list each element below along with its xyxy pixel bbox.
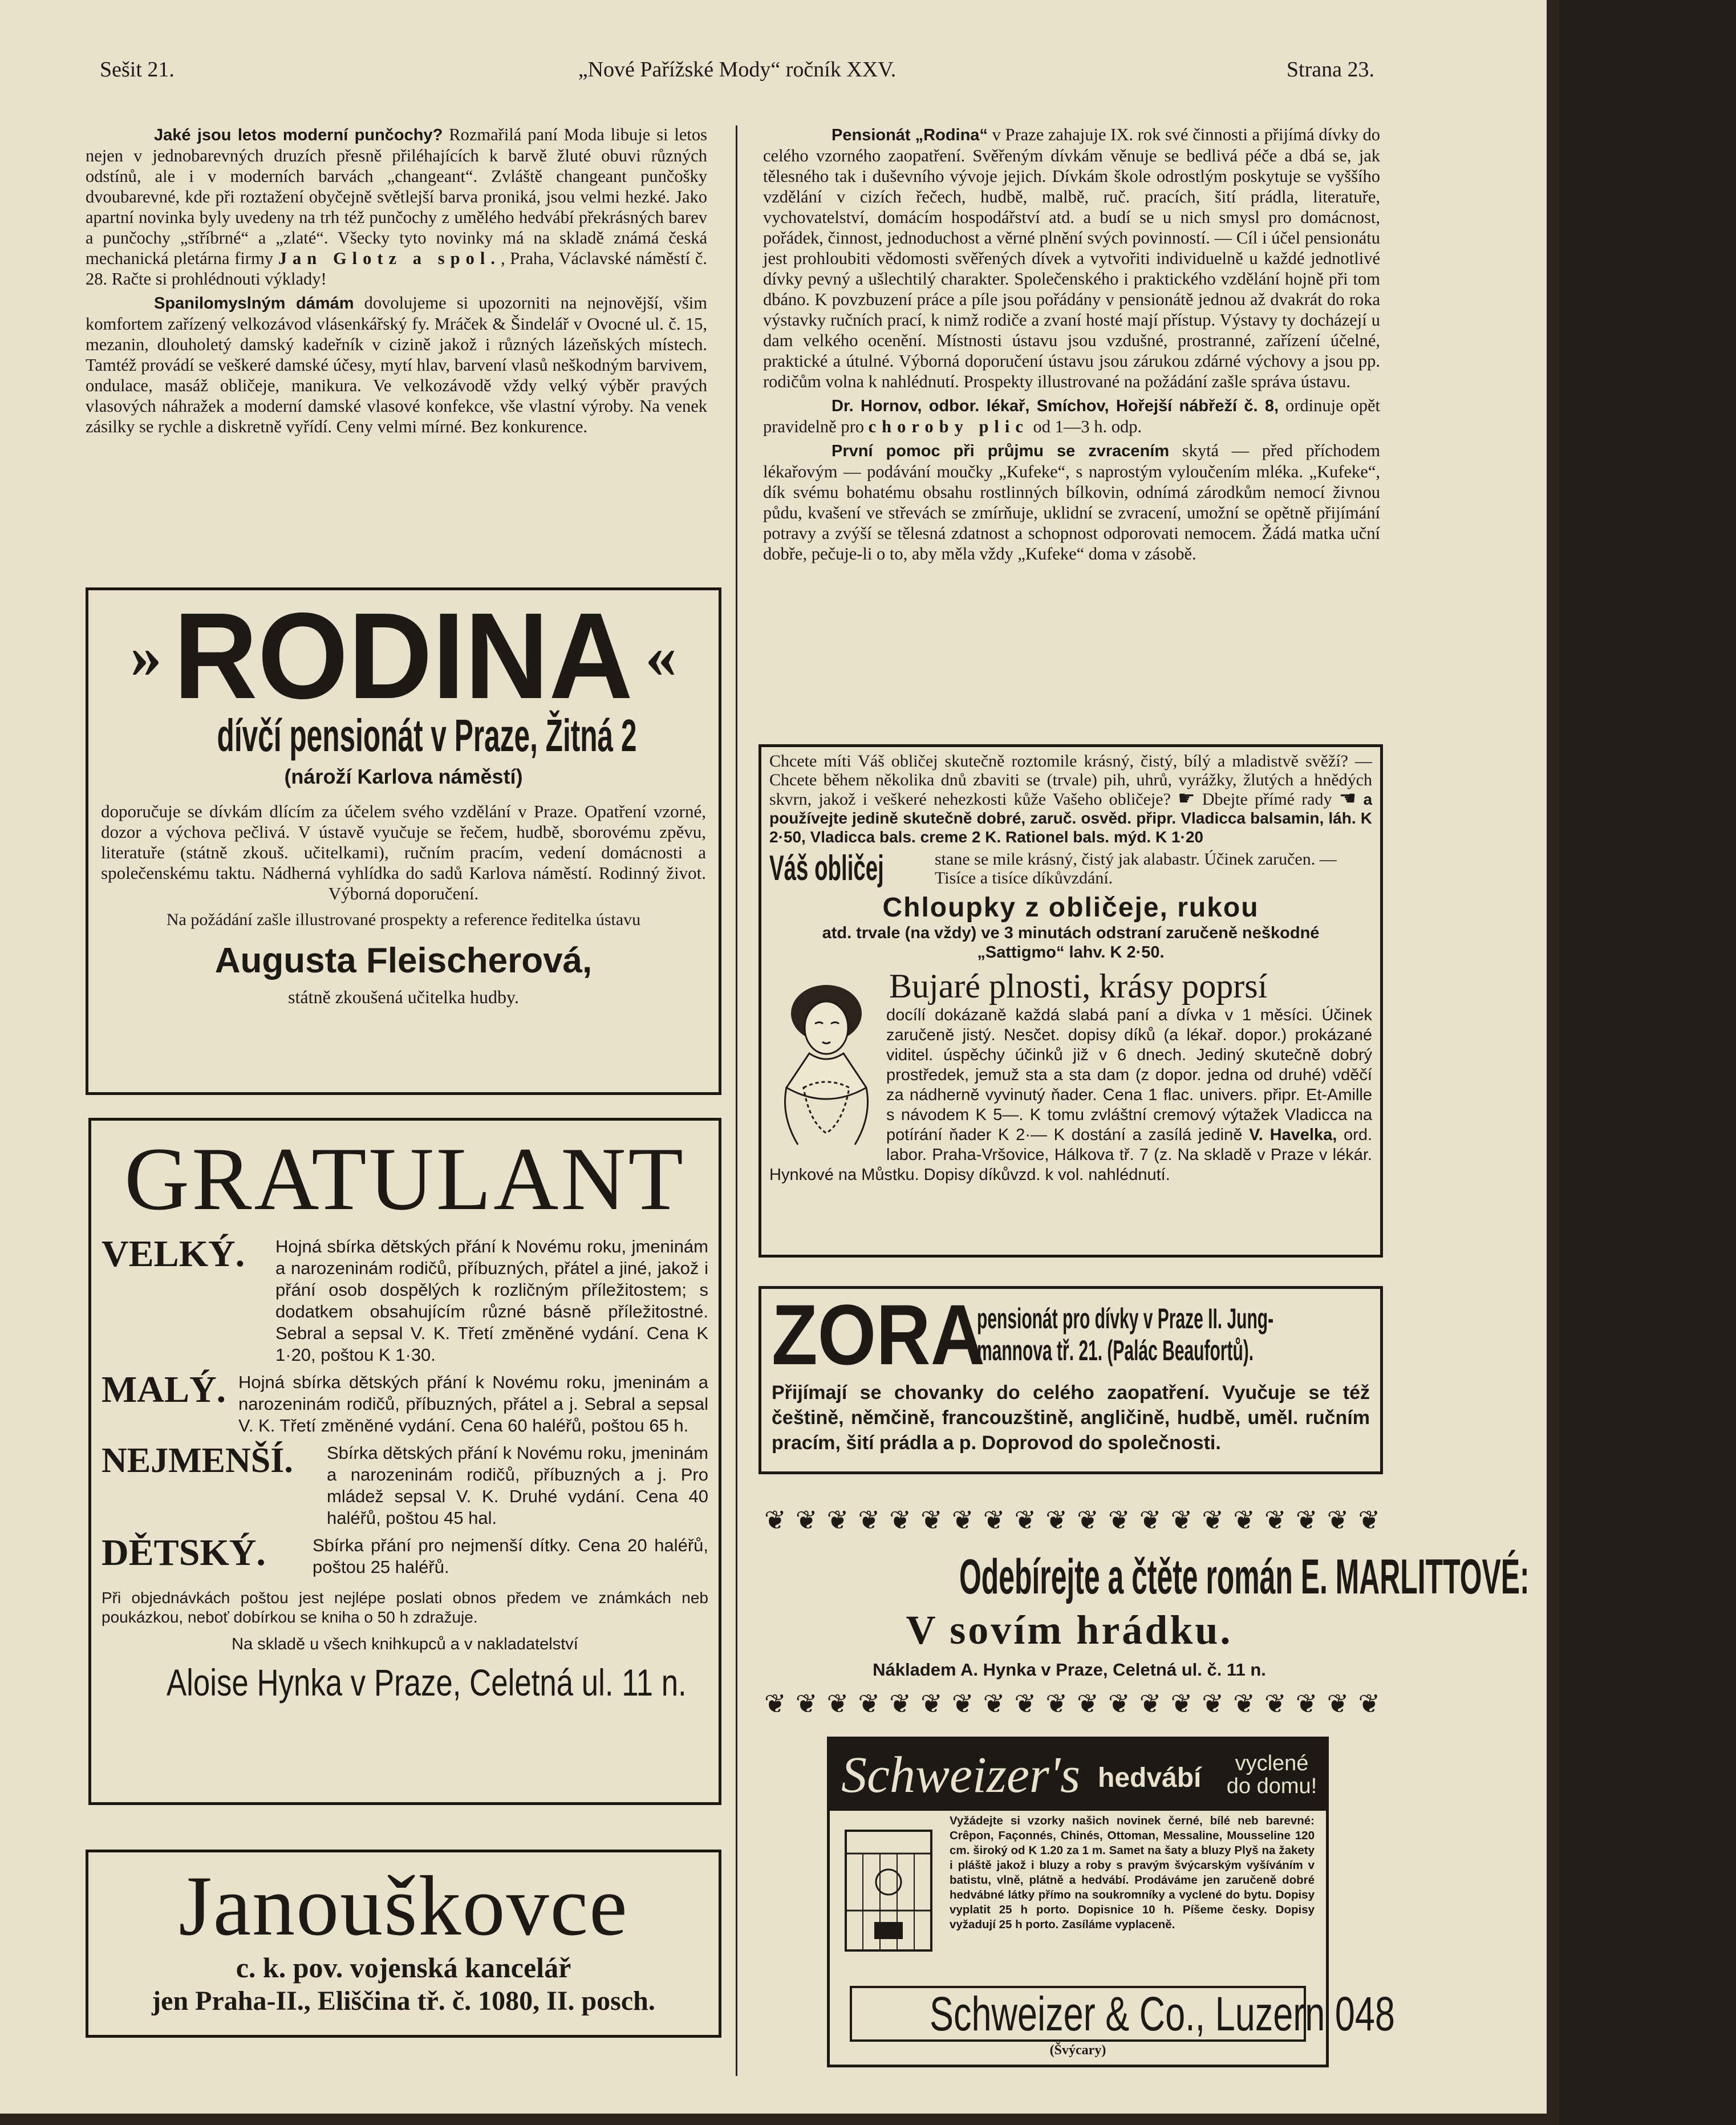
gratulant-maly: MALÝ. Hojná sbírka dětských přání k Novému roku, jmeninám a narozeninám rodičů, příbuzných, přátel a j. Sebral a sepsal V. K. Třetí změněné vydání. Cena 60 haléřů, poštou 65 h. xyxy=(102,1369,708,1435)
kufeke-paragraph: První pomoc při průjmu se zvracením skytá — před příchodem lékařovým — podávání moučky „Kufeke“, s naprostým vyloučením mléka. „Kufeke“, dík svému bohatému obsahu rostlinných bílkovin, odnímá zárodkům nemocí živnou půdu, kvašení ve střevách se zmírňuje, uklidní se zvracení, umožní se opětně přijímání potravy a zvýší se tělesná zdatnost a schopnost odporovati nemocem. Žádá matka uční dobře, pečuje-li o to, aby měla vždy „Kufeke“ doma v zásobě. xyxy=(763,441,1380,563)
loom-illustration xyxy=(840,1819,943,1962)
schweizer-tag2: do domu! xyxy=(1226,1774,1317,1798)
vladicca-hair-text: atd. trvale (na vždy) ve 3 minutách odstraní zaručeně neškodné „Sattigmo“ lahv. K 2·50. xyxy=(822,924,1320,962)
marlitt-headline: Odebírejte a čtěte román E. MARLITTOVÉ: xyxy=(959,1550,1530,1604)
rodina-body: doporučuje se dívkám dlícím za účelem svého vzdělání v Praze. Opatření vzorné, dozor a výchova pečlivá. V ústavě vyučuje se řečem, hudbě, sborovému zpěvu, literatuře (státně zkouš. učitelkami), ručním pracím, vedení domácnosti a společenskému taktu. Nádherná vyhlídka do sadů Karlova náměstí. Rodinný život. Výborná doporučení. xyxy=(101,801,706,903)
zora-body: Přijímají se chovanky do celého zaopatření. Vyučuje se též češtině, němčině, francouzštině, angličině, hudbě, uměl. ručním pracím, šití prádla a p. Doprovod do společnosti. xyxy=(772,1382,1370,1454)
vladicca-vendor-address: ord. labor. Praha-Vršovice, Hálkova tř. 7 (z. Na skladě v Praze v lékár. Hynkové na Můstku. Dopisy díkůvzd. k vol. nahlédnutí. xyxy=(769,1126,1373,1184)
ornament-icon: ❦ xyxy=(1327,1689,1349,1718)
ornament-icon: ❦ xyxy=(1358,1506,1380,1535)
janouskovce-line2: jen Praha-II., Eliščina tř. č. 1080, II. posch. xyxy=(152,1986,655,2016)
vladicca-products: a používejte jedině skutečně dobré, zaruč. osvěd. připr. Vladicca balsamin, láh. K 2·50, Vladicca bals. creme 2 K. Rationel bals. mýd. K 1·20 xyxy=(769,790,1373,846)
ornament-icon: ❦ xyxy=(1202,1689,1224,1718)
ornament-icon: ❦ xyxy=(1045,1506,1068,1535)
ornament-icon: ❦ xyxy=(826,1689,849,1718)
ornament-icon: ❦ xyxy=(1295,1689,1318,1718)
marlitt-title: V sovím hrádku. xyxy=(906,1607,1233,1653)
ornament-icon: ❦ xyxy=(889,1689,911,1718)
rodina-ad xyxy=(86,587,721,1095)
janouskovce-name: Janouškovce xyxy=(179,1859,628,1953)
gratulant-nejmensi: NEJMENŠÍ. Sbírka dětských přání k Novému roku, jmeninám a narozeninám rodičů, příbuzných a j. Pro mládež sepsal V. K. Druhé vydání. Cena 40 haléřů, poštou 45 hal. xyxy=(102,1441,708,1528)
ornament-icon: ❦ xyxy=(1014,1506,1037,1535)
rodina-subtitle: dívčí pensionát v Praze, Žitná 2 xyxy=(217,710,637,761)
schweizer-logo: Schweizer's xyxy=(841,1747,1081,1803)
pensionat-paragraph: Pensionát „Rodina“ v Praze zahajuje IX. rok své činnosti a přijímá dívky do celého vzorného zaopatření. Svěřeným dívkám věnuje se bedlivá péče a dbá se, jak tělesného tak i duševního vývoje jejich. Dívkám škole odrostlým poskytuje se vyššího vzdělání v cizích řečech, hudbě, malbě, ruč. pracích, šití prádla, literatuře, vychovatelství, domácím hospodářství atd. a budí se u nich smysl pro domácnost, pořádek, činnost, jednoduchost a věrné plnění svých povinností. — Cíl i účel pensionátu jest prohloubiti vědomosti svěřených dívek a vytvořiti individuelně u každé jednotlivé dívky pevný a ušlechtilý charakter. Společenského i praktického vzdělání hojně při tom dbáno. K povzbuzení práce a píle jsou pořádány v pensionátě jednou až dvakrát do roka výstavky ručních prací, k nimž rodiče a zvaní hosté mají přístup. Výstavy ty docházejí u dam velkého ocenění. Místnosti ústavu jsou vzdušné, prostranné, zařízení účelné, praktické a útulné. Výborná doporučení ústavu jsou zárukou zdárné výchovy a jsou pp. rodičům volna k nahlédnutí. Prospekty illustrované na požádání zašle správa ústavu. xyxy=(763,125,1380,391)
rodina-location: (nároží Karlova náměstí) xyxy=(284,765,523,788)
gratulant-ad xyxy=(88,1118,721,1805)
ornament-icon: ❦ xyxy=(1139,1506,1162,1535)
gratulant-order-note: Při objednávkách poštou jest nejlépe poslati obnos předem ve známkách neb poukázkou, neboť dobírkou se kniha o 50 h zdražuje. xyxy=(102,1589,708,1626)
ornament-icon: ❦ xyxy=(889,1506,911,1535)
ornament-row-top xyxy=(764,1506,1380,1534)
gratulant-publisher: Aloise Hynka v Praze, Celetná ul. 11 n. xyxy=(166,1661,687,1704)
schweizer-firm: Schweizer & Co., Luzern 048 xyxy=(929,1987,1395,2041)
schweizer-country: (Švýcary) xyxy=(1049,2043,1106,2058)
rodina-request: Na požádání zašle illustrované prospekty a reference ředitelka ústavu xyxy=(166,910,641,929)
ornament-icon: ❦ xyxy=(1108,1689,1130,1718)
vladicca-vendor: V. Havelka, xyxy=(1249,1126,1337,1144)
ornament-icon: ❦ xyxy=(920,1506,943,1535)
ornament-icon: ❦ xyxy=(858,1689,880,1718)
rodina-name: RODINA xyxy=(173,587,634,724)
schweizer-banner xyxy=(830,1739,1326,1811)
magazine-title: „Nové Pařížské Mody“ ročník XXV. xyxy=(578,58,897,82)
ornament-icon: ❦ xyxy=(858,1506,880,1535)
marlitt-publisher: Nákladem A. Hynka v Praze, Celetná ul. č. 11 n. xyxy=(873,1660,1266,1680)
page-edge-bottom xyxy=(0,2114,1559,2125)
woman-portrait-illustration xyxy=(769,974,883,1145)
page-header xyxy=(100,57,1374,91)
gratulant-detsky: DĚTSKÝ. Sbírka přání pro nejmenší dítky. Cena 20 haléřů, poštou 25 haléřů. xyxy=(102,1532,708,1577)
right-column-text xyxy=(763,124,1380,567)
ornament-icon: ❦ xyxy=(951,1689,974,1718)
rodina-heading: » RODINA « xyxy=(130,587,677,724)
rodina-director: Augusta Fleischerová, xyxy=(214,941,593,980)
ornament-icon: ❦ xyxy=(1045,1689,1068,1718)
ornament-row-bottom xyxy=(764,1689,1380,1718)
vladicca-face-label: Váš obličej xyxy=(769,849,884,888)
schweizer-body: Vyžádejte si vzorky našich novinek černé, bílé neb barevné: Crêpon, Façonnés, Chinés, Ottoman, Messaline, Mousseline 120 cm. široký od K 1.20 za 1 m. Samet na šaty a bluzy Plyš na žakety i pláště jakož i bluzy a roby s pravým švýcarským vyšíváním v batistu, vlně, plátně a hedvábí. Prodáváme jen zaručeně dobré hedvábné látky přímo na soukromníky a vyclené do bytu. Dopisy vyplatit 25 h porto. Dopisnice 10 h. Píšeme česky. Dopisy vyžadují 25 h porto. Zasíláme vyplaceně. xyxy=(950,1814,1315,1931)
ornament-icon: ❦ xyxy=(1077,1689,1099,1718)
ornament-icon: ❦ xyxy=(951,1506,974,1535)
schweizer-tag1: vyclené xyxy=(1235,1751,1309,1775)
zora-head2: mannova tř. 21. (Palác Beaufortů). xyxy=(977,1335,1254,1366)
stockings-paragraph: Jaké jsou letos moderní punčochy? Rozmařilá paní Moda libuje si letos nejen v jednobarevných druzích přesně přiléhajících k barvě žluté obuvi různých odstínů, ale i v moderních barvách „changeant“. Zvláště changeant punčošky dvoubarevné, kde při roztažení obyčejně světlejší barva proniká, jsou velmi hezké. Jako apartní novinka byly uvedeny na trh též punčochy z umělého hedvábí překrásných barev a punčochy „stříbrné“ a „zlaté“. Všecky tyto novinky má na skladě známá česká mechanická pletárna firmy Jan Glotz a spol., Praha, Václavské náměstí č. 28. Račte si prohlédnouti výklady! xyxy=(86,125,708,289)
ornament-icon: ❦ xyxy=(1264,1506,1287,1535)
janouskovce-line1: c. k. pov. vojenská kancelář xyxy=(236,1952,571,1984)
vladicca-ad xyxy=(759,744,1383,1258)
vladicca-hair-title: Chloupky z obličeje, rukou xyxy=(882,893,1259,923)
janouskovce-ad xyxy=(86,1850,721,2038)
ornament-icon: ❦ xyxy=(764,1689,786,1718)
ornament-icon: ❦ xyxy=(795,1506,818,1535)
ornament-icon: ❦ xyxy=(1327,1506,1349,1535)
rodina-director-title: státně zkoušená učitelka hudby. xyxy=(288,987,519,1007)
left-column-text xyxy=(86,124,707,440)
ornament-icon: ❦ xyxy=(1139,1689,1162,1718)
ornament-icon: ❦ xyxy=(1264,1689,1287,1718)
ornament-icon: ❦ xyxy=(826,1506,849,1535)
vladicca-intro: Chcete míti Váš obličej skutečně roztomile krásný, čistý, bílý a mladistvě svěží? — Chcete během několika dnů zbaviti se (trvale) pih, uhrů, vyrážky, žlutých a hnědých skvrn, jakož i veškeré nehezkosti kůže Vašeho obličeje? xyxy=(769,752,1372,809)
gratulant-velky: VELKÝ. Hojná sbírka dětských přání k Novému roku, jmeninám a narozeninám rodičů, příbuzných, přátel a jiné, jakož i přání osob dospělých k rozličným příležitostem; s dodatkem obsahujícím různé básně příležitostné. Sebral a sepsal V. K. Třetí změněné vydání. Cena K 1·20, poštou K 1·30. xyxy=(102,1233,708,1365)
ornament-icon: ❦ xyxy=(1202,1506,1224,1535)
ornament-icon: ❦ xyxy=(1170,1689,1193,1718)
ornament-icon: ❦ xyxy=(983,1506,1005,1535)
zora-ad xyxy=(759,1286,1383,1474)
vladicca-advice: Dbejte přímé rady xyxy=(1202,790,1332,809)
zora-name: ZORA xyxy=(772,1287,985,1382)
ornament-icon: ❦ xyxy=(1233,1689,1255,1718)
ornament-icon: ❦ xyxy=(1233,1506,1255,1535)
schweizer-ad xyxy=(827,1737,1395,2067)
vladicca-bust-text: docílí dokázaně každá slabá paní a dívka v 1 měsíci. Účinek zaručeně jistý. Nesčet. dopisy díků (a lékař. dopor.) prokázané viditel. úspěchy účinků již v 6 dnech. Jediný skutečně dobrý prostředek, jemuž sta a sta dam (z dopor. jedna od druhé) vděčí za nádherně vyvinutý ňader. Cena 1 flac. univers. připr. Et-Amille s návodem K 5—. K tomu zvláštní cremový výtažek Vladicca na potírání ňader K 2·— K dostání a zasílá jedině xyxy=(886,1006,1372,1144)
page-edge-right xyxy=(1547,0,1559,2125)
ornament-icon: ❦ xyxy=(764,1506,786,1535)
ornament-icon: ❦ xyxy=(1014,1689,1037,1718)
ornament-icon: ❦ xyxy=(1108,1506,1130,1535)
ornament-icon: ❦ xyxy=(920,1689,943,1718)
pointing-hand-icon: ☛ xyxy=(1178,788,1195,809)
zora-head1: pensionát pro dívky v Praze II. Jung- xyxy=(977,1303,1274,1335)
ornament-icon: ❦ xyxy=(1295,1506,1318,1535)
gratulant-stock: Na skladě u všech knihkupců a v nakladatelství xyxy=(232,1635,578,1653)
vladicca-bust-title: Bujaré plnosti, krásy poprsí xyxy=(889,967,1268,1005)
issue-number: Sešit 21. xyxy=(100,58,175,82)
pointing-hand-left-icon: ☚ xyxy=(1338,788,1357,809)
ornament-icon: ❦ xyxy=(1170,1506,1193,1535)
vladicca-face-text: stane se mile krásný, čistý jak alabastr. Účinek zaručen. — Tisíce a tisíce díkůvzdání. xyxy=(935,850,1337,887)
ornament-icon: ❦ xyxy=(1358,1689,1380,1718)
ornament-icon: ❦ xyxy=(795,1689,818,1718)
ornament-icon: ❦ xyxy=(983,1689,1005,1718)
hairdresser-paragraph: Spanilomyslným dámám dovolujeme si upozorniti na nejnovější, všim komfortem zařízený velkozávod vlásenkářský fy. Mráček & Šindelář v Ovocné ul. č. 15, mezanin, dlouholetý damský kadeřník v cizině jakož i různých lázeňských místech. Tamtéž provádí se veškeré damské účesy, mytí hlav, barvení vlasů neškodným barvivem, ondulace, masáž obličeje, manikura. Ve velkozávodě vždy velký výběr pravých vlasových náhražek a moderní damské vlasové konfekce, vše vlastní výroby. Na venek zásilky se rychle a diskretně vyřídí. Ceny velmi mírné. Bez konkurence. xyxy=(86,293,707,436)
gratulant-title: GRATULANT xyxy=(124,1129,686,1229)
schweizer-word: hedvábí xyxy=(1098,1763,1202,1793)
ornament-icon: ❦ xyxy=(1077,1506,1099,1535)
column-divider xyxy=(736,125,737,2076)
dr-hornov-paragraph: Dr. Hornov, odbor. lékař, Smíchov, Hořejší nábřeží č. 8, ordinuje opět pravidelně pro choroby plic od 1—3 h. odp. xyxy=(763,396,1381,436)
page-number: Strana 23. xyxy=(1286,58,1374,82)
